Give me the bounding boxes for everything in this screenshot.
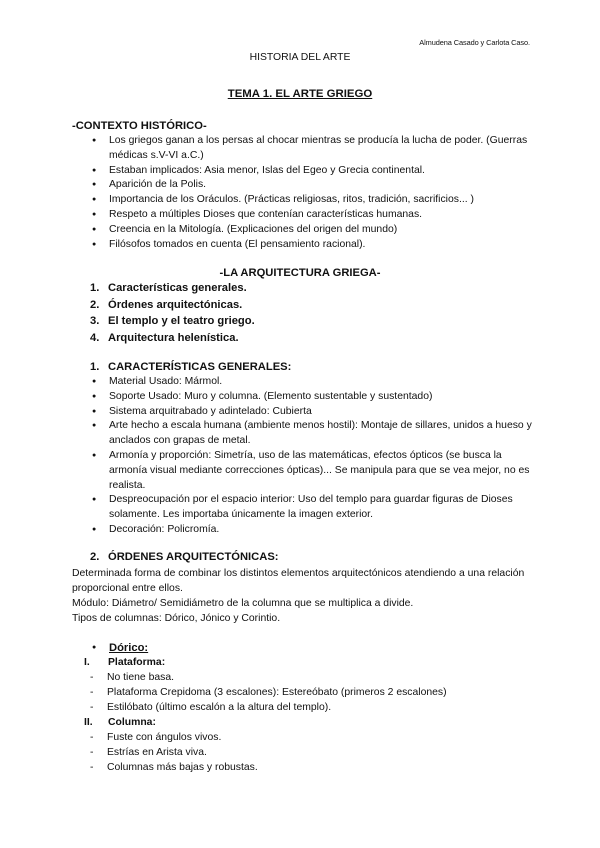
list-item: - Estilóbato (último escalón a la altura del templo). xyxy=(90,701,520,716)
contexto-heading: -CONTEXTO HISTÓRICO- xyxy=(72,120,207,132)
columna-heading: II. Columna: xyxy=(84,717,156,728)
list-item: ● Arte hecho a escala humana (ambiente menos hostil): Montaje de sillares, unidos a hueso y anclados con grapas de metal. xyxy=(92,419,532,449)
contexto-list xyxy=(92,134,532,252)
list-item: ● Creencia en la Mitología. (Explicaciones del origen del mundo) xyxy=(92,223,532,238)
list-item: ● Despreocupación por el espacio interior: Uso del templo para guardar figuras de Dioses solamente. Les importaba únicamente la imagen exterior. xyxy=(92,493,532,523)
caracteristicas-heading: 1. CARACTERÍSTICAS GENERALES: xyxy=(90,361,292,373)
document-title: HISTORIA DEL ARTE xyxy=(249,52,351,63)
doric-heading: ● Dórico: xyxy=(92,642,149,654)
arquitectura-heading: -LA ARQUITECTURA GRIEGA- xyxy=(219,267,381,279)
list-item: ● Material Usado: Mármol. xyxy=(92,375,532,390)
outline-item: 3. El templo y el teatro griego. xyxy=(90,315,255,328)
arquitectura-outline xyxy=(90,280,255,346)
list-item: ● Armonía y proporción: Simetría, uso de las matemáticas, efectos ópticos (se busca la armonía visual mediante correcciones ópticas)... Se manipula para que se vea mejor, no es realista. xyxy=(92,449,532,493)
caracteristicas-list xyxy=(92,375,532,538)
outline-item: 2. Órdenes arquitectónicas. xyxy=(90,298,243,311)
outline-item: 1. Características generales. xyxy=(90,282,247,294)
ordenes-modulo: Módulo: Diámetro/ Semidiámetro de la columna que se multiplica a divide. xyxy=(72,598,414,609)
list-item: ● Soporte Usado: Muro y columna. (Elemento sustentable y sustentado) xyxy=(92,390,532,405)
list-item: ● Filósofos tomados en cuenta (El pensamiento racional). xyxy=(92,238,532,253)
list-item: ● Aparición de la Polis. xyxy=(92,178,532,193)
outline-item: 4. Arquitectura helenística. xyxy=(90,331,239,344)
author-line: Almudena Casado y Carlota Caso. xyxy=(419,38,530,47)
list-item: - Plataforma Crepidoma (3 escalones): Estereóbato (primeros 2 escalones) xyxy=(90,686,520,701)
tema-title: TEMA 1. EL ARTE GRIEGO xyxy=(227,88,373,100)
list-item: ● Importancia de los Oráculos. (Prácticas religiosas, ritos, tradición, sacrificios... ) xyxy=(92,193,532,208)
columna-list xyxy=(90,731,520,775)
list-item: - Estrías en Arista viva. xyxy=(90,746,520,761)
list-item: ● Decoración: Policromía. xyxy=(92,523,532,538)
list-item: - Columnas más bajas y robustas. xyxy=(90,761,520,776)
ordenes-tipos: Tipos de columnas: Dórico, Jónico y Corintio. xyxy=(72,613,281,624)
list-item: - No tiene basa. xyxy=(90,671,520,686)
plataforma-heading: I. Plataforma: xyxy=(84,657,166,668)
list-item: ● Estaban implicados: Asia menor, Islas del Egeo y Grecia continental. xyxy=(92,164,532,179)
plataforma-list xyxy=(90,671,520,715)
list-item: ● Respeto a múltiples Dioses que contenían características humanas. xyxy=(92,208,532,223)
ordenes-definition: Determinada forma de combinar los distintos elementos arquitectónicos atendiendo a una relación proporcional entre ellos. xyxy=(72,568,525,594)
list-item: ● Los griegos ganan a los persas al chocar mientras se producía la lucha de poder. (Guerras médicas s.V-VI a.C.) xyxy=(92,134,532,164)
list-item: - Fuste con ángulos vivos. xyxy=(90,731,520,746)
list-item: ● Sistema arquitrabado y adintelado: Cubierta xyxy=(92,405,532,420)
ordenes-heading: 2. ÓRDENES ARQUITECTÓNICAS: xyxy=(90,551,279,563)
